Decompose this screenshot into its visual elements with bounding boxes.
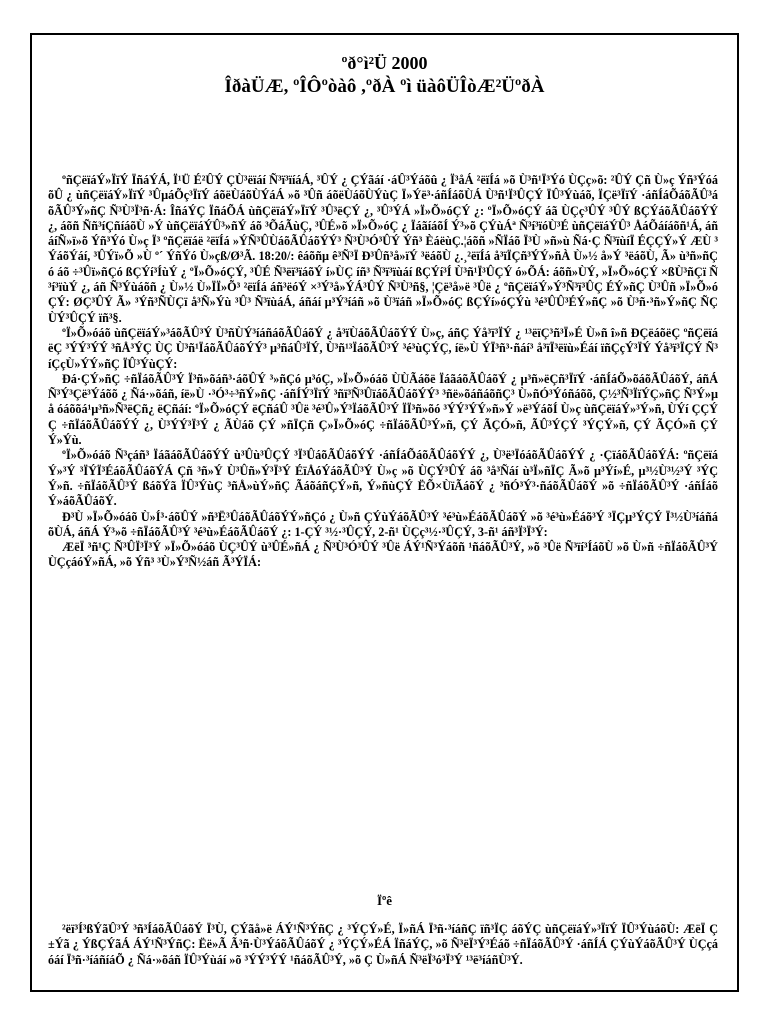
body-paragraph: Ðá·ÇÝ»ñÇ ÷ñÏáõÃÛ³Ý Ï³ñ»õáñ³·áõÛÝ ³»ñÇó µ³óÇ, »Ï»Õ»óáõ ÙÙÃáõë ÏáãáõÃÛáõÝ ¿ µ³ñ»ëÇñ³ÏïÝ ·áñÍáÕ»õáõÃÛáõÝ, áñÁ Ñ³Ý³Çë³Ýáõõ ¿ Ñá·»õáñ, íë»Ù ·³Ó³÷³ñÝ»ñÇ ·áñÍÝ³ÏïÝ ³ñï³Ñ³ÛïáõÃÛáõÝÝ³ ³ñë»õáñáõñÇ³ Ù»ñÓ³Ýóñáõõ, Ç½³Ñ³ÏïÝÇ»ñÇ Ñ³Ý»µå óáõõá¹µ³ñ»Ñ³ëÇñ¿ ëÇñáí: ºÏ»Õ»óÇÝ ëÇñáÛ ³Ûë ³é³Û»Ý³ÏáõÃÛ³Ý ÏÏ³ñ»õó ³ÝÝ³ÝÝ»ñ»Ý »ë³ÝáõÍ Ù»ç ùñÇëïáÝ»³Ý»ñ, ÙÝí ÇÇÝÇ ÷ñÏáõÃÛáõÝÝ ¿, Ù³ÝÝ³Ï³Ý ¿ ÃÙáõ ÇÝ »ñÏÇñ Ç»Ï»Õ»óÇ ÷ñÏáõÃÛ³Ý»ñ, ÇÝ ÃÇÓ»ñ, ÃÛ³ÝÇÝ ³ÝÇÝ»ñ, ÇÝ ÃÇÓ»ñ ÇÝ Ý»Ýù. [48,371,718,448]
body-paragraph: ºÏ»Õ»óáõ ùñÇëïáÝ»³áõÃÛ³Ý Ù³ñÙÝ³íáñáõÃÛáõÝ ¿ å³ïÙáõÃÛáõÝÝ Ù»ç, áñÇ Ýå³ï³ÏÝ ¿ ¹³ëïÇ³ñ³Ï»É Ù»ñ î»ñ ÐÇëáõëÇ ºñÇëïáëÇ ³ÝÝ³ÝÝ ³ñÅ³ÝÇ ÙÇ Ù³ñ¹ÏáõÃÛáõÝÝ³ µ³ñáÛ³ÏÝ, Ù³ñ¹³ÏáõÃÛ³Ý ³é³ùÇÝÇ, íë»Ù ÝÏ³ñ³·ñáí³ å³ïÏ³ëïù»Éáí ïñÇçÝ³ÏÝ Ýå³ï³ÏÇÝ Ñ³íÇçÙ»ÝÝ»ñÇ ÏÛ³ÝùÇÝ: [48,325,718,371]
document-title-line1: ºð°ì²Ü 2000 [341,53,428,73]
document-title-line2: ÎðàÜÆ, ºÎÔºòàô ,ºðÀ ºì üàôÜÎòÆ²ÜºðÀ [224,76,545,97]
body-paragraph: ÆëÏ ³ñ¹Ç Ñ³ÛÏ³Ï³Ý »Ï»Õ»óáõ ÙÇ³ÛÝ ù³ÛÉ»ñÁ ¿ Ñ³Ù³Ó³ÛÝ ³Ûë ÁÝ¹Ñ³Ýáõñ ¹ñáõÃÛ³Ý, »õ ³Ûë Ñ³ïí³ÍáõÙ »õ Ù»ñ ÷ñÏáõÃÛ³Ý ÙÇçáóÝ»ñÁ, »õ Ýñ³ ³Ù»Ý³Ñ½áñ Ã³ÝÏÁ: [48,540,718,570]
section-heading: Ïºê [376,893,393,908]
section-paragraph: ²ëï³Í³ßÝãÛ³Ý ³ñ³ÍáõÃÛáõÝ Ï³Ù, ÇÝãå»ë ÁÝ¹Ñ³ÝñÇ ¿ ³ÝÇÝ»É, Ï»ñÁ Ï³ñ·³íáñÇ ïñ³ÏÇ áõÝÇ ùñÇëïáÝ»³ÏïÝ ÏÛ³ÝùáõÙ: ÆëÏ Ç±Ýã ¿ ÝßÇÝãÁ ÁÝ¹Ñ³ÝñÇ: Ëë»Ã Ã³ñ·Ù³ÝáõÃÛáõÝ ¿ ³ÝÇÝ»ÉÁ ÏñáÝÇ, »õ Ñ³ëÏ³Ý³Éáõ ÷ñÏáõÃÛ³Ý ·áñÍÁ ÇÝùÝáõÃÛ³Ý ÙÇçáóáí Ï³ñ·³íáñíáÕ ¿ Ñá·»õáñ ÏÛ³Ýùáí »õ ³ÝÝ³ÝÝ ¹ñáõÃÛ³Ý, »õ Ç Ù»ñÁ Ñ³ëÏ³ó³Ï³Ý ¹³ë³íáñÙ³Ý. [48,922,718,967]
body-paragraph: ºñÇëïáÝ»ÏïÝ ÏñáÝÁ, Ï¹Ü É²ÛÝ ÇÙ³ëïáí Ñ³ï³ïíáÁ, ³ÛÝ ¿ ÇÝãáí ·áÛ³Ýáõû ¿ Ï³åÁ ²ëïÍá »õ Ù³ñ¹Ï³Ýó ÙÇç»õ: ²ÛÝ Çñ Ù»ç Ýñ³ÝóáõÛ ¿ ùñÇëïáÝ»ÏïÝ ³ÛµáÕç³ÏïÝ áõëÙáõÙÝáÁ »õ ³Ûñ áõëÙáõÙÝùÇ Ï»Ýë³·áñÍáõÙÁ Ù³ñ¹Ï³ÛÇÝ ÏÛ³Ýùáõ, ÏÇë³ÏïÝ ·áñÍáÕáõÃÛ³áõÃÛ³Ý»ñÇ Ñ³Ù³Ï³ñ·Á: ÎñáÝÇ ÏñáÕÁ ùñÇëïáÝ»ÏïÝ ³Û³ëÇÝ ¿, ³Û³ÝÁ »Ï»Õ»óÇÝ ¿: ºÏ»Õ»óÇÝ áã ÙÇç³ÛÝ ³ÛÝ ßÇÝáõÃÛáõÝÝ ¿, áõñ Ññ³íÇñíáõÙ »Ý ùñÇëïáÝÛ³»ñÝ áõ ³ÕáÃùÇ, ³ÛÉ»õ »Ï»Õ»óÇ ¿ ÏáãíáõÍ Ý³»õ ÇÝùÁª Ñ³í³ïóÙ³É ùñÇëïáÝÛ³ ÅáÕáíáõñ¹Á, áñáíÑ»ï»õ Ýñ³Ýó Ù»ç Ï³ ºñÇëïáë ²ëïÍá »ÝÑ³ÛÙáõÃÛáõÝÝ³ Ñ³Ù³Ó³ÛÝ Ýñ³ ÈáëùÇ.¦áõñ »ÑÏáõ Ï³Ù »ñ»ù Ñá·Ç Ñ³ïùíÏ ÉÇÇÝ»Ý ÆÙ ³ÝáõÝáí, ³ÛÝï»Õ »Ù º´ ÝñÝó Ù»çß/Ø³Ã. 18:20/: êáõñµ ê³Ñ³Ï Ð³Ûñ³å»ïÝ ³ëáõÙ ¿.¸²ëïÍá å³ïÏÇñ³ÝÝ»ñÀ Ù»½ å»Ý ³ëáõÙ, Ã» ù³ñ»ñÇó áõ ÷³Ûï»ñÇó ßÇÝí³ÍùÝ ¿ ºÏ»Õ»óÇÝ, ³ÛÉ Ñ³ëï³ïáõÝ í»ÙÇ íñ³ Ñ³ï³ïùáí ßÇÝí³Í Ù³ñ¹Ï³ÛÇÝ ó»ÕÁ: áõñ»ÙÝ, »Ï»Õ»óÇÝ ×ßÙ³ñÇï Ñ³í³ïùÝ ¿, áñ Ñ³Ýùáõñ ¿ Ù»½ Ù»ÏÏ»Õ³ ²ëïÍá áñ³ëóÝ ×³Ý³å»ÝÁ³ÛÝ Ñ³Ù³ñ§, ¦Çë³å»ë ³Ûë ¿ ºñÇëïáÝ»Ý³Ñ³ï³ÛÇ ÉÝ»ñÇ Ù³Ûñ »Ï»Õ»óÇÝ: ØÇ³ÛÝ Ã» ³Ýñ³ÑÙÇï å³Ñ»Ýù ³Û³ Ñ³ïùáÁ, áñáí µ³Ý³íáñ »õ Ù³ïáñ »Ï»Õ»óÇ ßÇÝí»óÇÝù ³é³ÛÛ³ÉÝ»ñÇ »õ Ù³ñ·³ñ»Ý»ñÇ ÑÇÙÝ³ÛÇÝ ïñ³§. [48,173,718,325]
body-paragraph: Ð³Ù »Ï»Õ»óáõ Ù»Í³·áõÛÝ »ñ³Ë³ÛáõÃÛáõÝÝ»ñÇó ¿ Ù»ñ ÇÝùÝáõÃÛ³Ý ³é³ù»ÉáõÃÛáõÝ »õ ³é³ù»Éáõ³Ý ³ÏÇµ³ÝÇÝ Ï³½Ù³íáñáõÙÁ, áñÁ Ý³»õ ÷ñÏáõÃÛ³Ý ³é³ù»ÉáõÃÛáõÝ ¿: 1-ÇÝ ³½·³ÛÇÝ, 2-ñ¹ ÙÇç³½·³ÛÇÝ, 3-ñ¹ áñ³Ï³Ï³Ý: [48,509,718,539]
body-paragraph: ºÏ»Õ»óáõ Ñ³çáñ³ ÏáãáõÃÛáõÝÝ ù³Ûù³ÛÇÝ ³Ï³ÛáõÃÛáõÝÝ ·áñÍáÕáõÃÛáõÝÝ ¿, Ù³ë³ÏóáõÃÛáõÝÝ ¿ ·ÇïáõÃÛáõÝÁ: ºñÇëïáÝ»³Ý ³ÏÝÏ³ÉáõÃÛáõÝÁ Çñ ³ñ»Ý Ù³Ûñ»Ý³Ï³Ý ÉïÅóÝáõÃÛ³Ý Ù»ç »õ ÙÇÝ³ÛÝ áõ ³å³Ñáí ù³Ï»ñÏÇ Ã»õ µ³Ýí»É, µ³½Ù³½³Ý ³ÝÇÝ»ñ. ÷ñÏáõÃÛ³Ý ßáõÝã ÏÛ³ÝùÇ ³ñÅ»ùÝ»ñÇ ÃáõáñÇÝ»ñ, Ý»ñùÇÝ ËÕ×ÙïÃáõÝ ¿ ³ñÓ³Ý³·ñáõÃÛáõÝ »õ ÷ñÏáõÃÛ³Ý ·áñÍáõÝ»áõÃÛáõÝ. [48,448,718,509]
section-body [48,922,718,984]
document-page [30,33,739,992]
document-body [48,173,718,881]
